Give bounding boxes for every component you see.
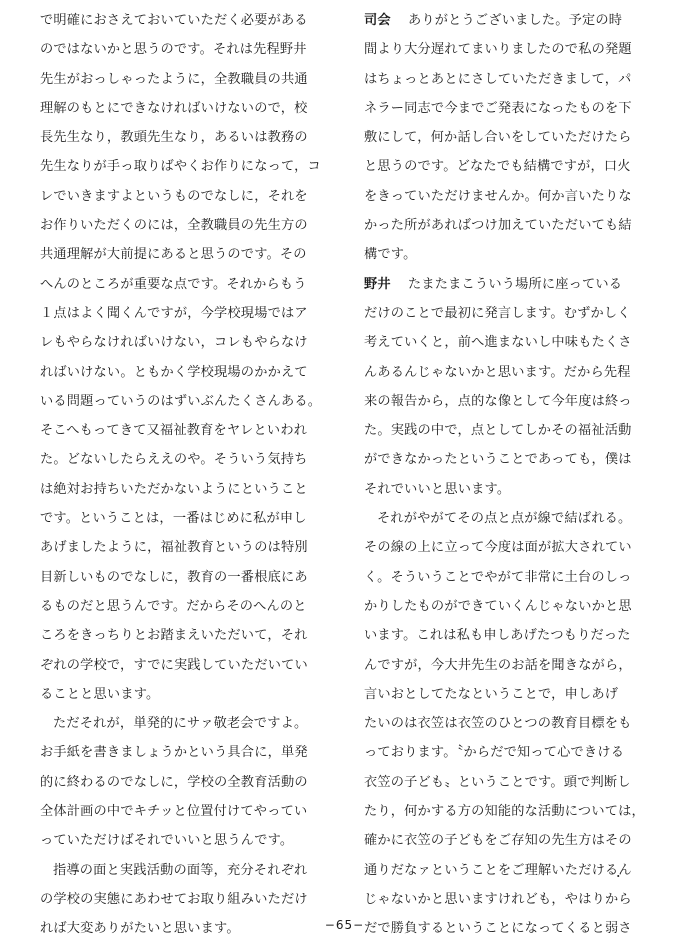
- text-line: のではないかと思うのです。それは先程野井: [40, 42, 307, 58]
- text-line: います。これは私も申しあげたつもりだった: [364, 628, 631, 644]
- paragraph-start-line: [40, 709, 332, 738]
- text-line: 来の報告から，点的な像として今年度は終っ: [364, 393, 632, 409]
- paragraph-start-line: [364, 504, 656, 533]
- text-line: １点はよく聞くんですが，今学校現場ではア: [40, 305, 308, 321]
- text-line: ネラー同志で今までご発表になったものを下: [364, 100, 632, 116]
- paragraph-start-line: [40, 856, 332, 885]
- text-line: 通りだなァということをご理解いただけるん: [364, 862, 632, 878]
- text-line: 先生がおっしゃったように，全教職員の共通: [40, 71, 308, 87]
- text-line: と思うのです。どなたでも結構ですが，口火: [364, 159, 631, 175]
- text-line: はちょっとあとにさしていただきまして，パ: [364, 71, 632, 87]
- right-column: [364, 6, 656, 944]
- text-line: の学校の実態にあわせてお取り組みいただけ: [40, 891, 308, 907]
- text-line: 共通理解が大前提にあると思うのです。その: [40, 247, 307, 263]
- text-line: 構です。: [364, 247, 417, 263]
- text-line: た。実践の中で，点としてしかその福祉活動: [364, 423, 632, 439]
- text-line: 目新しいものでなしに，教育の一番根底にあ: [40, 569, 308, 585]
- text-line: ができなかったということであっても，僕は: [364, 452, 632, 468]
- text-line: ありがとうございました。予定の時: [408, 13, 623, 28]
- text-line: ることと思います。: [40, 686, 160, 702]
- text-line: ただそれが，単発的にサァ敬老会ですよ。: [53, 716, 308, 732]
- text-line: んですが，今大井先生のお話を聞きながら，: [364, 657, 632, 673]
- text-line: 確かに衣笠の子どもをご存知の先生方はその: [364, 833, 632, 849]
- text-line: たいのは衣笠は衣笠のひとつの教育目標をも: [364, 716, 632, 732]
- page-number: −65−: [324, 918, 365, 932]
- text-line: っております。〝からだで知って心できける: [364, 745, 625, 761]
- text-line: 考えていくと，前へ進まないし中味もたくさ: [364, 335, 632, 351]
- text-line: あげましたように，福祉教育というのは特別: [40, 540, 308, 556]
- text-line: ればいけない。ともかく学校現場のかかえて: [40, 364, 308, 380]
- text-line: れば大変ありがたいと思います。: [40, 921, 240, 937]
- text-line: 言いおとしてたなということで，申しあげ: [364, 686, 619, 702]
- text-line: 間より大分遅れてまいりましたので私の発題: [364, 42, 632, 58]
- text-line: 敷にして，何か話し合いをしていただけたら: [364, 130, 632, 146]
- text-line: んあるんじゃないかと思います。だから先程: [364, 364, 631, 380]
- text-line: た。どないしたらええのや。そういう気持ち: [40, 452, 308, 468]
- text-line: く。そういうことでやがて非常に土台のしっ: [364, 569, 632, 585]
- speaker-label-noi: 野井: [364, 276, 391, 292]
- text-line: 衣笠の子ども〟ということです。頭で判断し: [364, 774, 631, 790]
- text-line: その線の上に立って今度は面が拡大されてい: [364, 540, 632, 556]
- text-line: それがやがてその点と点が線で結ばれる。: [377, 511, 632, 527]
- text-line: いる問題っていうのはずいぶんたくさんある。: [40, 393, 322, 409]
- text-line: レでいきますよというものでなしに，それを: [40, 188, 308, 204]
- text-line: じゃないかと思いますけれども，やはり: [364, 891, 605, 907]
- emphasis-dotted-word: ・ から: [605, 885, 632, 914]
- text-line: で明確におさえておいていただく必要がある: [40, 13, 308, 28]
- text-line: るものだと思うんです。だからそのへんのと: [40, 598, 307, 614]
- text-line: たまたまこういう場所に座っている: [408, 276, 623, 292]
- text-line: 先生なりが手っ取りばやくお作りになって，コ: [40, 159, 321, 175]
- text-line: っていただけばそれでいいと思うんです。: [40, 833, 294, 849]
- speaker-line: [364, 6, 656, 35]
- text-line: だで勝負するということになってくると弱さ: [364, 921, 632, 937]
- left-column: [40, 6, 332, 944]
- text-line: は絶対お持ちいただかないようにということ: [40, 481, 308, 497]
- text-line: お作りいただくのには，全教職員の先生方の: [40, 218, 308, 234]
- text-line: かった所があればつけ加えていただいても結: [364, 218, 632, 234]
- text-line: 全体計画の中でキチッと位置付けてやってい: [40, 804, 308, 820]
- text-line: をきっていただけませんか。何か言いたりな: [364, 188, 632, 204]
- text-line: 理解のもとにできなければいけないので，校: [40, 100, 308, 116]
- text-line: です。ということは，一番はじめに私が申し: [40, 511, 307, 527]
- text-line: レもやらなければいけない，コレもやらなけ: [40, 335, 308, 351]
- text-line: かりしたものができていくんじゃないかと思: [364, 598, 632, 614]
- text-line: 長先生なり，教頭先生なり，あるいは教務の: [40, 130, 308, 146]
- text-line: それでいいと思います。: [364, 481, 511, 497]
- text-line: 指導の面と実践活動の面等，充分それぞれ: [53, 862, 308, 878]
- text-line: たり，何かする方の知能的な活動については，: [364, 804, 645, 820]
- text-line: そこへもってきて又福祉教育をヤレといわれ: [40, 423, 308, 439]
- emphasis-line: [364, 885, 656, 914]
- text-line: へんのところが重要な点です。それからもう: [40, 276, 307, 292]
- speaker-label-chair: 司会: [364, 13, 391, 28]
- text-line: ぞれの学校で，すでに実践していただいてい: [40, 657, 308, 673]
- text-line: お手紙を書きましょうかという具合に，単発: [40, 745, 308, 761]
- text-line: だけのことで最初に発言します。むずかしく: [364, 305, 631, 321]
- text-line: ころをきっちりとお踏まえいただいて，それ: [40, 628, 308, 644]
- speaker-line: [364, 270, 656, 299]
- text-line: 的に終わるのでなしに，学校の全教育活動の: [40, 774, 308, 790]
